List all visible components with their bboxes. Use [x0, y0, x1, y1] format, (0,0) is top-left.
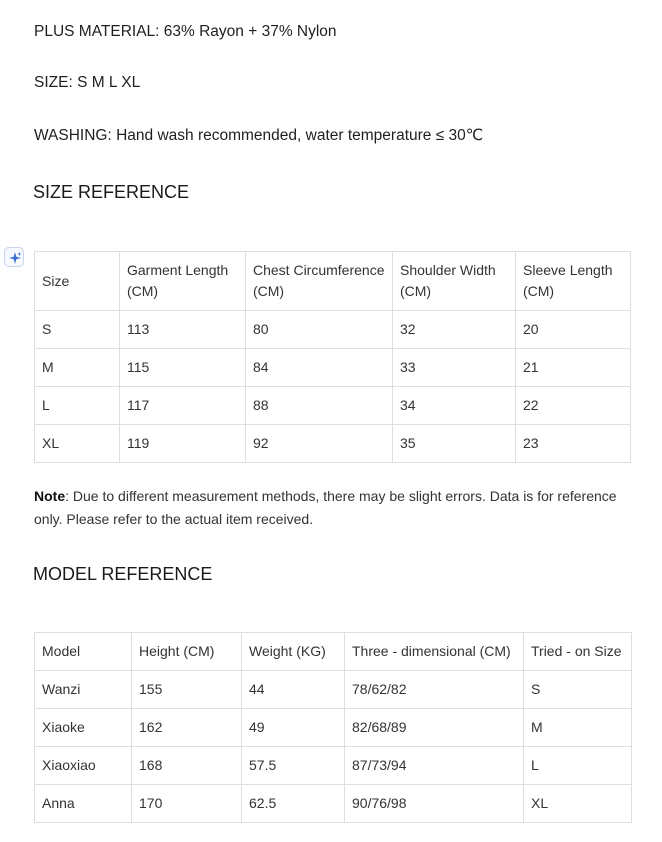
size-spec: SIZE: S M L XL — [34, 74, 141, 91]
table-row — [35, 425, 631, 463]
table-cell: 119 — [120, 425, 246, 463]
table-cell: 92 — [246, 425, 393, 463]
table-header-row — [35, 633, 632, 671]
table-cell: 113 — [120, 311, 246, 349]
table-cell: 162 — [132, 709, 242, 747]
table-cell: 44 — [242, 671, 345, 709]
note-label: Note — [34, 488, 66, 504]
table-cell: 80 — [246, 311, 393, 349]
table-cell: 117 — [120, 387, 246, 425]
header-cell: Three - dimensional (CM) — [345, 633, 524, 671]
table-cell: 84 — [246, 349, 393, 387]
table-cell: Xiaoke — [35, 709, 132, 747]
table-cell: 82/68/89 — [345, 709, 524, 747]
window-edge-glyph — [652, 0, 662, 10]
size-reference-table — [34, 251, 631, 463]
table-cell: M — [35, 349, 120, 387]
header-cell: Weight (KG) — [242, 633, 345, 671]
table-cell: 168 — [132, 747, 242, 785]
table-cell: 21 — [516, 349, 631, 387]
table-cell: XL — [35, 425, 120, 463]
table-cell: Wanzi — [35, 671, 132, 709]
table-cell: 23 — [516, 425, 631, 463]
table-header-row — [35, 252, 631, 311]
table-cell: 90/76/98 — [345, 785, 524, 823]
material-spec: PLUS MATERIAL: 63% Rayon + 37% Nylon — [34, 23, 337, 40]
header-cell: Sleeve Length (CM) — [516, 252, 631, 311]
table-cell: 87/73/94 — [345, 747, 524, 785]
ai-assistant-button[interactable] — [4, 247, 24, 267]
table-row — [35, 671, 632, 709]
header-cell: Tried - on Size — [524, 633, 632, 671]
table-row — [35, 785, 632, 823]
table-cell: 170 — [132, 785, 242, 823]
table-row — [35, 387, 631, 425]
sparkle-icon — [8, 251, 22, 265]
header-cell: Height (CM) — [132, 633, 242, 671]
header-cell: Shoulder Width (CM) — [393, 252, 516, 311]
measurement-note — [34, 485, 638, 530]
table-cell: 32 — [393, 311, 516, 349]
header-cell: Model — [35, 633, 132, 671]
table-row — [35, 747, 632, 785]
table-cell: M — [524, 709, 632, 747]
table-cell: 155 — [132, 671, 242, 709]
table-row — [35, 311, 631, 349]
table-cell: L — [524, 747, 632, 785]
table-row — [35, 709, 632, 747]
note-text: : Due to different measurement methods, there may be slight errors. Data is for reference only. Please refer to the actual item received. — [34, 488, 617, 527]
washing-spec: WASHING: Hand wash recommended, water temperature ≤ 30℃ — [34, 127, 484, 144]
table-cell: 35 — [393, 425, 516, 463]
table-cell: Anna — [35, 785, 132, 823]
header-cell: Size — [35, 252, 120, 311]
table-cell: XL — [524, 785, 632, 823]
table-cell: L — [35, 387, 120, 425]
table-cell: 57.5 — [242, 747, 345, 785]
table-cell: S — [35, 311, 120, 349]
table-cell: 115 — [120, 349, 246, 387]
table-cell: 33 — [393, 349, 516, 387]
header-cell: Chest Circumference (CM) — [246, 252, 393, 311]
table-cell: 49 — [242, 709, 345, 747]
table-cell: 22 — [516, 387, 631, 425]
header-cell: Garment Length (CM) — [120, 252, 246, 311]
table-cell: 88 — [246, 387, 393, 425]
table-cell: 20 — [516, 311, 631, 349]
table-row — [35, 349, 631, 387]
table-cell: Xiaoxiao — [35, 747, 132, 785]
model-reference-heading: MODEL REFERENCE — [33, 564, 213, 584]
table-cell: S — [524, 671, 632, 709]
table-cell: 62.5 — [242, 785, 345, 823]
table-cell: 78/62/82 — [345, 671, 524, 709]
model-reference-table — [34, 632, 632, 823]
size-reference-heading: SIZE REFERENCE — [33, 182, 190, 202]
table-cell: 34 — [393, 387, 516, 425]
